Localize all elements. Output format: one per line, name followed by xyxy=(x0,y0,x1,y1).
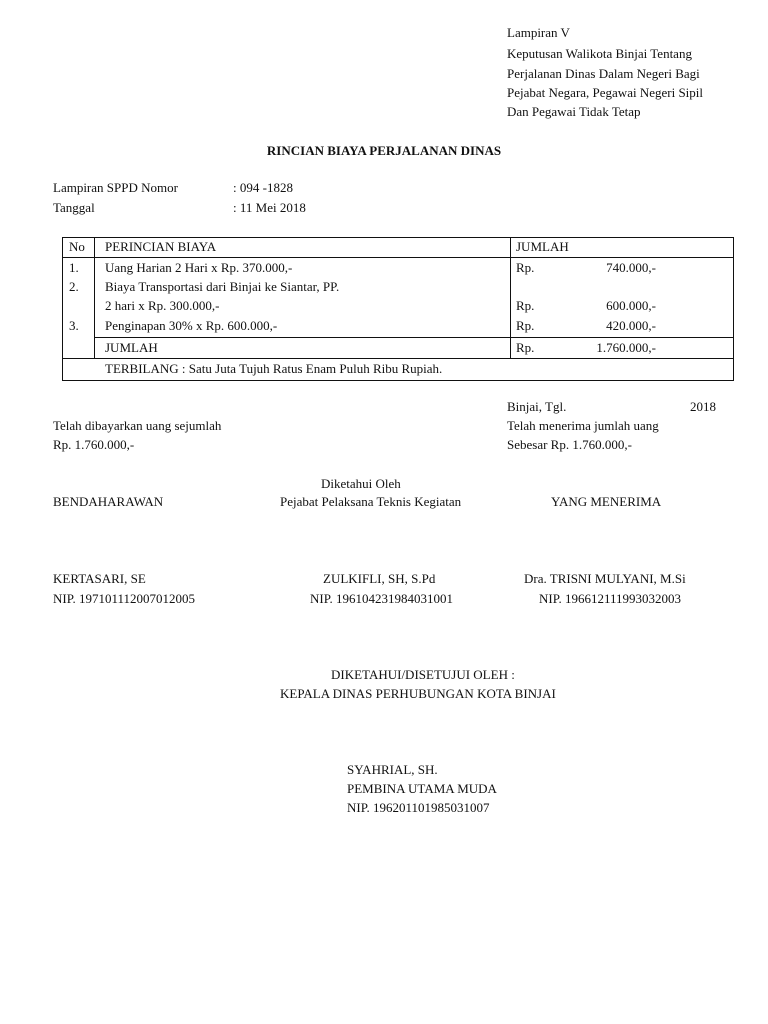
row-2b-amount: 600.000,- xyxy=(606,298,656,313)
row-2b-currency: Rp. xyxy=(516,298,535,313)
approver-name: SYAHRIAL, SH. xyxy=(347,762,438,777)
receiver-name: Dra. TRISNI MULYANI, M.Si xyxy=(524,571,686,586)
paid-amount: Rp. 1.760.000,- xyxy=(53,437,135,452)
receiver-title: YANG MENERIMA xyxy=(551,494,662,509)
row-1-desc: Uang Harian 2 Hari x Rp. 370.000,- xyxy=(105,260,293,275)
sppd-number-value: : 094 -1828 xyxy=(233,180,293,195)
row-3-currency: Rp. xyxy=(516,318,535,333)
row-2b-desc: 2 hari x Rp. 300.000,- xyxy=(105,298,220,313)
approver-rank: PEMBINA UTAMA MUDA xyxy=(347,781,497,796)
row-2-no: 2. xyxy=(69,279,79,294)
header-line-4: Pejabat Negara, Pegawai Negeri Sipil xyxy=(507,85,704,100)
header-no: No xyxy=(69,239,85,254)
official-name: ZULKIFLI, SH, S.Pd xyxy=(323,571,436,586)
receiver-nip: NIP. 196612111993032003 xyxy=(539,591,682,606)
header-line-5: Dan Pegawai Tidak Tetap xyxy=(507,104,641,119)
cost-table xyxy=(62,237,734,381)
approval-line-2: KEPALA DINAS PERHUBUNGAN KOTA BINJAI xyxy=(280,686,556,701)
total-label: JUMLAH xyxy=(105,340,158,355)
total-currency: Rp. xyxy=(516,340,535,355)
received-statement: Telah menerima jumlah uang xyxy=(507,418,659,433)
date-label: Tanggal xyxy=(53,200,95,215)
header-desc: PERINCIAN BIAYA xyxy=(105,239,217,254)
row-1-no: 1. xyxy=(69,260,79,275)
total-amount: 1.760.000,- xyxy=(596,340,656,355)
terbilang-text: TERBILANG : Satu Juta Tujuh Ratus Enam Puluh Ribu Rupiah. xyxy=(105,361,443,376)
treasurer-name: KERTASARI, SE xyxy=(53,571,146,586)
row-3-no: 3. xyxy=(69,318,79,333)
approval-line-1: DIKETAHUI/DISETUJUI OLEH : xyxy=(331,667,515,682)
column-divider-amount xyxy=(510,238,511,358)
official-nip: NIP. 196104231984031001 xyxy=(310,591,454,606)
terbilang-divider xyxy=(63,358,733,359)
header-amount: JUMLAH xyxy=(516,239,569,254)
header-line-1: Lampiran V xyxy=(507,25,570,40)
row-3-amount: 420.000,- xyxy=(606,318,656,333)
row-3-desc: Penginapan 30% x Rp. 600.000,- xyxy=(105,318,278,333)
place-date: Binjai, Tgl. xyxy=(507,399,567,414)
header-line-3: Perjalanan Dinas Dalam Negeri Bagi xyxy=(507,66,700,81)
header-line-2: Keputusan Walikota Binjai Tentang xyxy=(507,46,692,61)
year: 2018 xyxy=(690,399,716,414)
received-amount: Sebesar Rp. 1.760.000,- xyxy=(507,437,632,452)
sppd-number-label: Lampiran SPPD Nomor xyxy=(53,180,178,195)
date-value: : 11 Mei 2018 xyxy=(233,200,306,215)
row-1-currency: Rp. xyxy=(516,260,535,275)
row-1-amount: 740.000,- xyxy=(606,260,656,275)
header-divider xyxy=(63,257,733,258)
row-2-desc: Biaya Transportasi dari Binjai ke Siantar, PP. xyxy=(105,279,340,294)
official-title: Pejabat Pelaksana Teknis Kegiatan xyxy=(280,494,462,509)
document-title: RINCIAN BIAYA PERJALANAN DINAS xyxy=(266,143,502,158)
column-divider-no xyxy=(94,238,95,358)
known-by-label: Diketahui Oleh xyxy=(321,476,401,491)
approver-nip: NIP. 196201101985031007 xyxy=(347,800,490,815)
treasurer-title: BENDAHARAWAN xyxy=(53,494,164,509)
paid-statement: Telah dibayarkan uang sejumlah xyxy=(53,418,222,433)
treasurer-nip: NIP. 197101112007012005 xyxy=(53,591,196,606)
total-divider xyxy=(94,337,733,338)
